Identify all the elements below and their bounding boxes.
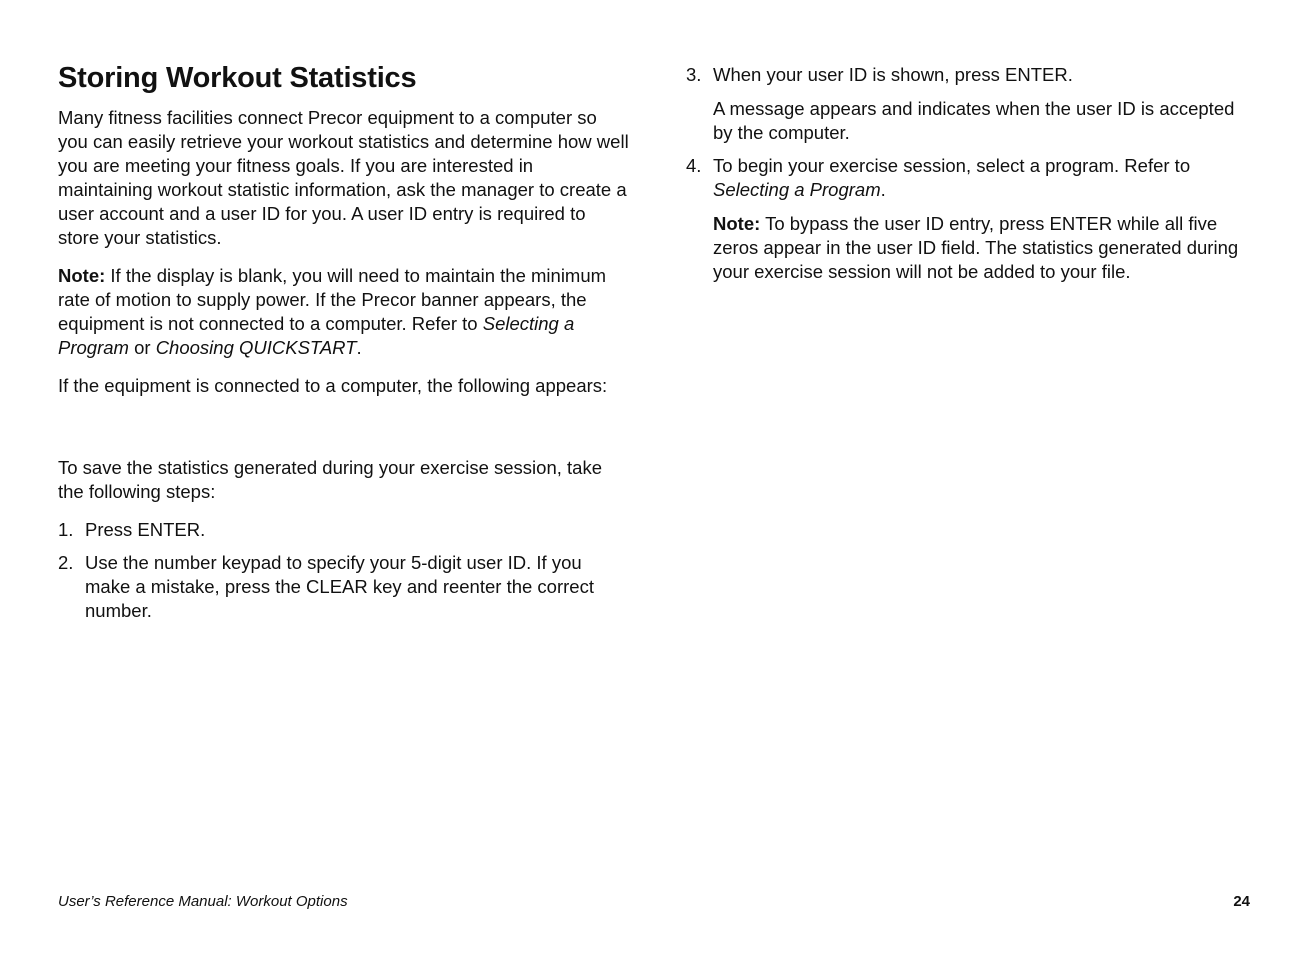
step-number: 1. <box>58 519 74 540</box>
step-note-label: Note: <box>713 213 761 234</box>
step-note-text: To bypass the user ID entry, press ENTER while all five zeros appear in the user ID field. The statistics generated during your exercise session will not be added to your file. <box>713 213 1239 282</box>
note-end: . <box>356 337 362 358</box>
footer-manual-title: User’s Reference Manual: Workout Options <box>58 893 348 910</box>
step-text: Press ENTER. <box>85 519 206 540</box>
steps-list-right <box>686 63 1258 284</box>
step-number: 4. <box>686 155 702 176</box>
note-connector: or <box>128 337 156 358</box>
note-label: Note: <box>58 265 106 286</box>
step-text-end: . <box>880 179 886 200</box>
step-item <box>58 518 630 542</box>
step-number: 2. <box>58 552 74 573</box>
step-text-main: To begin your exercise session, select a program. Refer to <box>713 155 1191 176</box>
note-text: If the display is blank, you will need to maintain the minimum rate of motion to supply power. If the Precor banner appears, the equipment is not connected to a computer. Refer to <box>58 265 607 334</box>
left-column <box>58 60 630 632</box>
step-note <box>713 212 1258 284</box>
note-reference-quickstart: Choosing QUICKSTART <box>155 337 357 358</box>
footer-page-number: 24 <box>1233 893 1250 910</box>
connected-paragraph: If the equipment is connected to a computer, the following appears: <box>58 375 608 396</box>
step-reference-selecting-program: Selecting a Program <box>713 179 881 200</box>
page-title: Storing Workout Statistics <box>58 62 417 94</box>
step-number: 3. <box>686 64 702 85</box>
step-item <box>58 551 630 623</box>
note-reference-selecting-program: Selecting a Program <box>58 313 575 358</box>
step-text: Use the number keypad to specify your 5-digit user ID. If you make a mistake, press the CLEAR key and reenter the correct number. <box>85 552 594 621</box>
steps-list-left <box>58 518 630 623</box>
display-placeholder <box>58 412 630 456</box>
step-text <box>713 154 1258 202</box>
step-item <box>686 63 1258 145</box>
right-column <box>686 63 1258 293</box>
step-subtext: A message appears and indicates when the user ID is accepted by the computer. <box>713 98 1235 143</box>
save-paragraph: To save the statistics generated during your exercise session, take the following steps: <box>58 457 602 502</box>
step-text: When your user ID is shown, press ENTER. <box>713 64 1073 85</box>
note-paragraph <box>58 264 630 360</box>
intro-paragraph: Many fitness facilities connect Precor equipment to a computer so you can easily retrieve your workout statistics and determine how well you are meeting your fitness goals. If you are interested in maintaining workout statistic information, ask the manager to create a user account and a user ID for you. A user ID entry is required to store your statistics. <box>58 107 629 248</box>
step-item <box>686 154 1258 284</box>
